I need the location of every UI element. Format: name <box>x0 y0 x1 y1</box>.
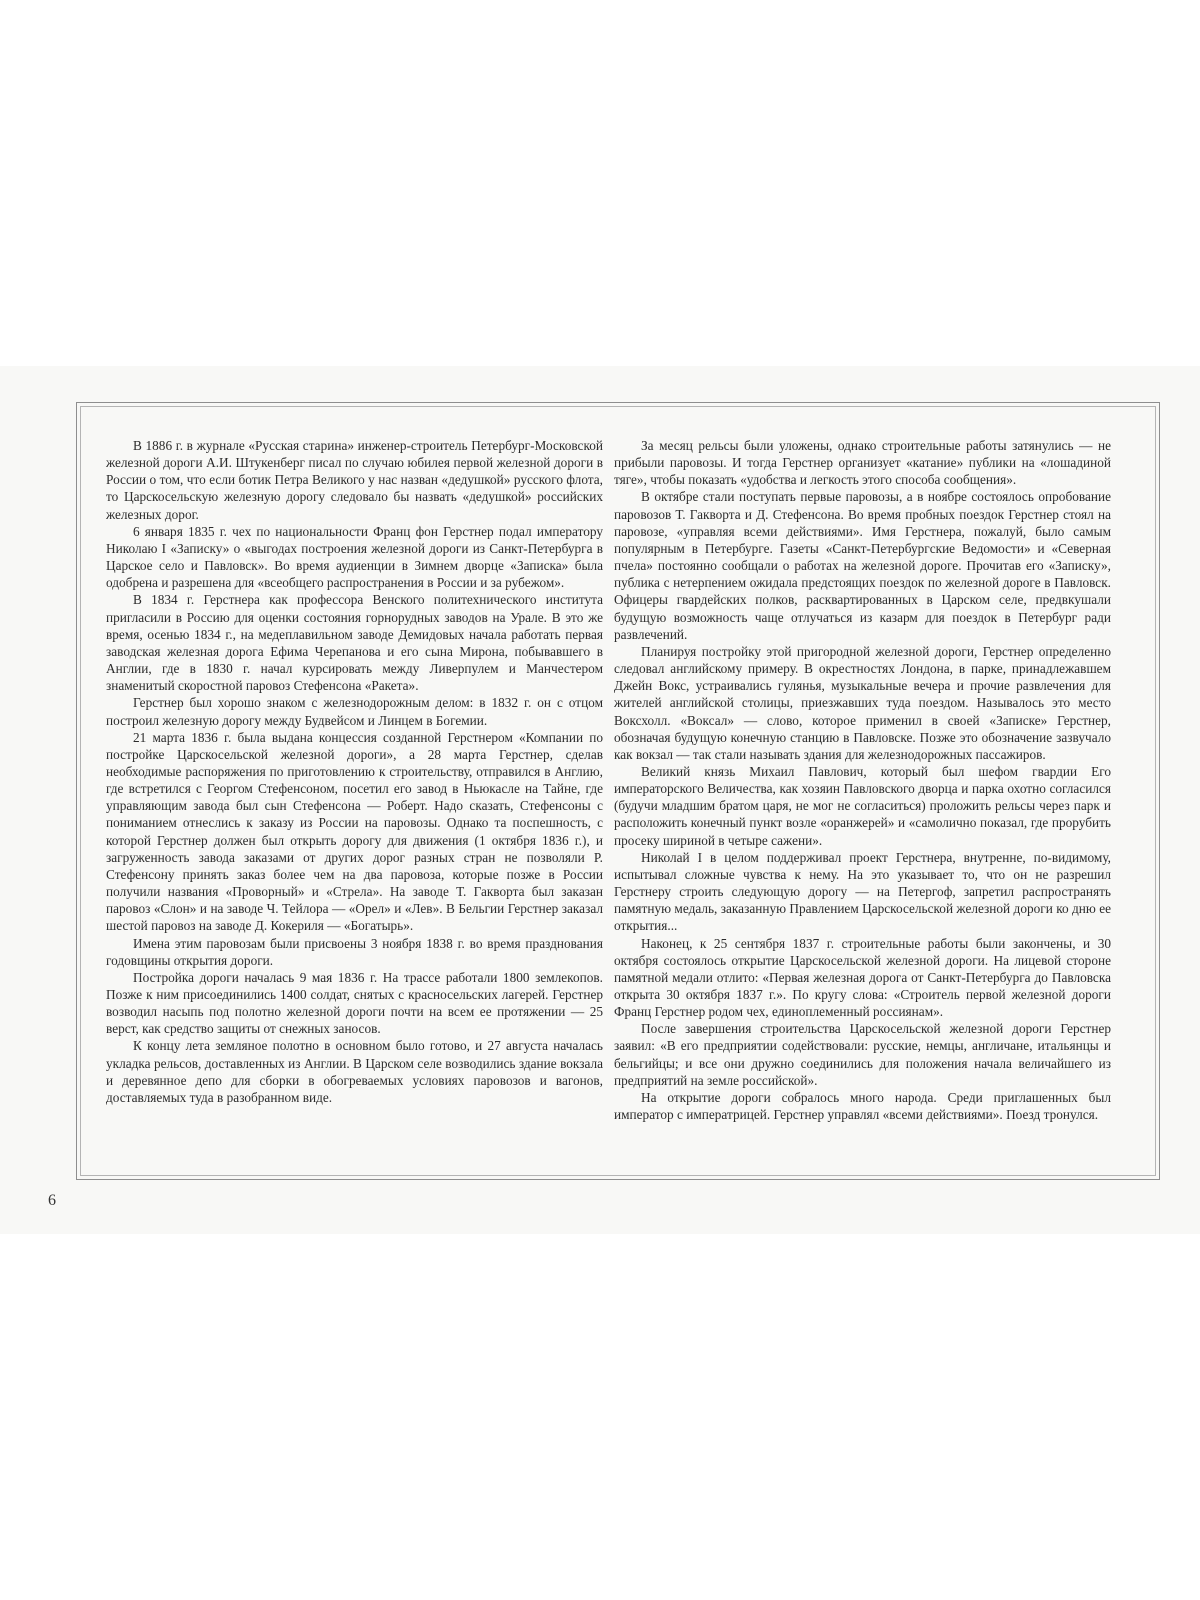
paragraph: Планируя постройку этой пригородной железной дороги, Герстнер определенно следовал английскому примеру. В окрестностях Лондона, в парке, принадлежавшем Джейн Вокс, устраивались гулянья, музыкальные вечера и прочие развлечения для жителей английской столицы, приезжавших туда поездом. Называлось это место Воксхолл. «Воксал» — слово, которое применил в своей «Записке» Герстнер, обозначая будущую конечную станцию в Павловске. Позже это обозначение зазвучало как вокзал — так стали называть здания для железнодорожных пассажиров. <box>614 643 1111 762</box>
page-sheet <box>0 366 1200 1234</box>
paragraph: В 1834 г. Герстнера как профессора Венского политехнического института пригласили в Россию для оценки состояния горнорудных заводов на Урале. В это же время, осенью 1834 г., на медеплавильном заводе Демидовых начала работать первая заводская железная дорога Ефима Черепанова и его сына Мирона, побывавшего в Англии, где в 1830 г. начал курсировать между Ливерпулем и Манчестером знаменитый скоростной паровоз Стефенсона «Ракета». <box>106 592 603 694</box>
paragraph: 6 января 1835 г. чех по национальности Франц фон Герстнер подал императору Николаю I «Записку» о «выгодах построения железной дороги из Санкт-Петербурга в Царское село и Павловск». Во время аудиенции в Зимнем дворце «Записка» была одобрена и разрешена для «всеобщего распространения в России и за рубежом». <box>106 523 603 591</box>
paragraph: Наконец, к 25 сентября 1837 г. строительные работы были закончены, и 30 октября состоялось открытие Царскосельской железной дороги. На лицевой стороне памятной медали отлито: «Первая железная дорога от Санкт-Петербурга до Павловска открыта 30 октября 1837 г.». По кругу слова: «Строитель первой железной дороги Франц Герстнер родом чех, единоплеменный россиянам». <box>614 935 1111 1020</box>
paragraph: Николай I в целом поддерживал проект Герстнера, внутренне, по-видимому, испытывал сложные чувства к нему. На это указывает то, что он не разрешил Герстнеру строить следующую дорогу — на Петергоф, запретил распространять памятную медаль, заказанную Правлением Царскосельской железной дороги ко дню ее открытия... <box>614 849 1111 934</box>
paragraph: В 1886 г. в журнале «Русская старина» инженер-строитель Петербург-Московской железной дороги А.И. Штукенберг писал по случаю юбилея первой железной дороги в России о том, что если ботик Петра Великого у нас назван «дедушкой» русского флота, то Царскосельскую железную дорогу следовало бы назвать «дедушкой» российских железных дорог. <box>106 438 603 522</box>
page-number: 6 <box>48 1192 56 1209</box>
paragraph: Великий князь Михаил Павлович, который был шефом гвардии Его императорского Величества, как хозяин Павловского дворца и парка охотно согласился (будучи младшим братом царя, не мог не согласиться) проложить рельсы через парк и расположить конечный пункт возле «оранжерей» и «самолично показал, где прорубить просеку шириной в четыре сажени». <box>614 763 1111 848</box>
paragraph: Постройка дороги началась 9 мая 1836 г. На трассе работали 1800 землекопов. Позже к ним присоединились 1400 солдат, снятых с красносельских лагерей. Герстнер возводил насыпь под полотно железной дороги почти на всем ее протяжении — 25 верст, как средство защиты от снежных заносов. <box>106 969 603 1037</box>
paragraph: Имена этим паровозам были присвоены 3 ноября 1838 г. во время празднования годовщины открытия дороги. <box>106 935 603 968</box>
right-text-column <box>614 437 1111 1123</box>
paragraph: За месяц рельсы были уложены, однако строительные работы затянулись — не прибыли паровозы. И тогда Герстнер организует «катание» публики на «лошадиной тяге», чтобы показать «удобства и легкость этого способа сообщения». <box>614 438 1111 488</box>
paragraph: 21 марта 1836 г. была выдана концессия созданной Герстнером «Компании по постройке Царскосельской железной дороги», а 28 марта Герстнер, сделав необходимые распоряжения по приготовлению к строительству, отправился в Англию, где встретился с Георгом Стефенсоном, посетил его завод в Ньюкасле на Тайне, где управляющим завода был сын Стефенсона — Роберт. Надо сказать, Стефенсоны с пониманием отнеслись к заказу из России на паровозы. Однако та поспешность, с которой Герстнер должен был открыть дорогу для движения (1 октября 1836 г.), и загруженность завода заказами от других дорог разных стран не позволяли Р. Стефенсону принять заказ более чем на два паровоза, которые позже в России получили названия «Проворный» и «Стрела». На заводе Т. Гакворта был заказан паровоз «Слон» и на заводе Ч. Тейлора — «Орел» и «Лев». В Бельгии Герстнер заказал шестой паровоз на заводе Д. Кокериля — «Богатырь». <box>106 729 603 934</box>
paragraph: На открытие дороги собралось много народа. Среди приглашенных был император с императрицей. Герстнер управлял «всеми действиями». Поезд тронулся. <box>614 1089 1111 1123</box>
paragraph: Герстнер был хорошо знаком с железнодорожным делом: в 1832 г. он с отцом построил железную дорогу между Будвейсом и Линцем в Богемии. <box>106 695 603 728</box>
left-text-column <box>106 437 603 1106</box>
paragraph: После завершения строительства Царскосельской железной дороги Герстнер заявил: «В его предприятии содействовали: русские, немцы, англичане, итальянцы и бельгийцы; и все они дружно соединились для положения начала величайшего из предприятий на земле российской». <box>614 1021 1111 1088</box>
paragraph: В октябре стали поступать первые паровозы, а в ноябре состоялось опробование паровозов Т. Гакворта и Д. Стефенсона. Во время пробных поездок Герстнер стоял на паровозе, «управляя всеми действиями». Имя Герстнера, пожалуй, было самым популярным в Петербурге. Газеты «Санкт-Петербургские Ведомости» и «Северная пчела» постоянно сообщали о работах на железной дороге. Прочитав его «Записку», публика с нетерпением ожидала предстоящих поездок по железной дороге в Павловск. Офицеры гвардейских полков, расквартированных в Царском селе, предвкушали будущую возможность чаще отлучаться из казарм для поездок в Петербург ради развлечений. <box>614 489 1111 642</box>
paragraph: К концу лета земляное полотно в основном было готово, и 27 августа началась укладка рельсов, доставленных из Англии. В Царском селе возводились здание вокзала и деревянное депо для сборки в обогреваемых условиях паровозов и вагонов, доставляемых туда в разобранном виде. <box>106 1038 603 1105</box>
